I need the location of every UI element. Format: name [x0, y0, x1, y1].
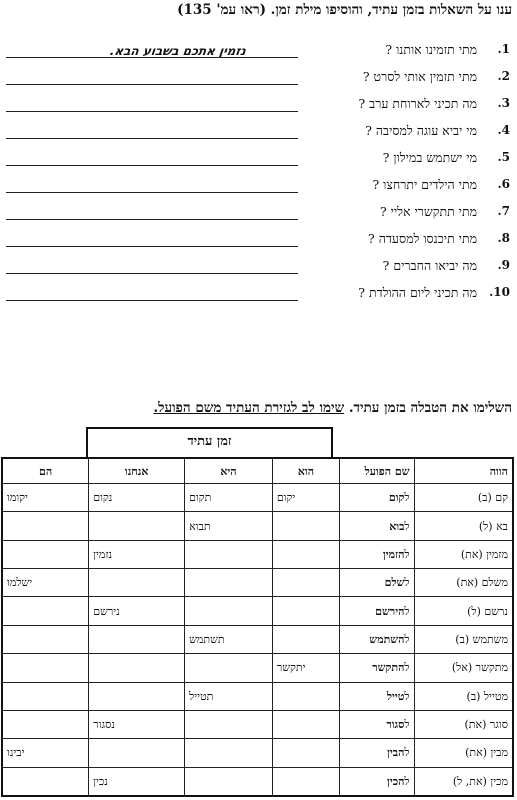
question-text: מה תכיני ליום ההולדת ?	[358, 285, 477, 300]
present-tense-cell: קם (ב)	[414, 484, 513, 512]
question-row	[0, 202, 517, 229]
table-row	[2, 540, 513, 568]
column-header: אנחנו	[89, 458, 185, 484]
table-row	[2, 484, 513, 512]
question-number: 7.	[497, 204, 510, 218]
question-number: 6.	[497, 177, 510, 191]
present-tense-cell: משתמש (ב)	[414, 625, 513, 653]
question-row	[0, 175, 517, 202]
future-form-cell[interactable]	[89, 569, 185, 597]
handwritten-answer: נזמין אתכם בשבוע הבא.	[109, 44, 247, 58]
question-number: 1.	[497, 42, 510, 56]
answer-line[interactable]	[6, 165, 298, 166]
conjugation-table	[1, 457, 514, 797]
table-row	[2, 739, 513, 767]
question-row	[0, 121, 517, 148]
table-row	[2, 654, 513, 682]
question-text: מה יביאו החברים ?	[382, 258, 477, 273]
question-text: מי יביא עוגה למסיבה ?	[365, 123, 477, 138]
answer-line[interactable]	[6, 273, 298, 274]
table-row	[2, 682, 513, 710]
future-form-cell[interactable]	[185, 739, 273, 767]
present-tense-cell: מזמין (את)	[414, 540, 513, 568]
future-form-cell[interactable]	[185, 597, 273, 625]
table-row	[2, 625, 513, 653]
future-tense-header: זמן עתיד	[86, 427, 333, 457]
present-tense-cell: סוגר (את)	[414, 710, 513, 738]
future-form-cell[interactable]	[272, 512, 339, 540]
infinitive-cell: לקום	[340, 484, 414, 512]
future-form-cell[interactable]	[272, 682, 339, 710]
future-form-cell[interactable]: נכין	[89, 767, 185, 796]
section2-title-main: השלימו את הטבלה בזמן עתיד.	[348, 400, 512, 416]
future-form-cell[interactable]	[2, 512, 89, 540]
question-row	[0, 67, 517, 94]
infinitive-cell: להתקשר	[340, 654, 414, 682]
future-form-cell[interactable]: נקום	[89, 484, 185, 512]
present-tense-cell: בא (ל)	[414, 512, 513, 540]
question-row	[0, 40, 517, 67]
table-row	[2, 597, 513, 625]
future-form-cell[interactable]	[185, 654, 273, 682]
column-header: שם הפועל	[340, 458, 414, 484]
answer-line[interactable]	[6, 57, 298, 58]
question-row	[0, 229, 517, 256]
future-form-cell[interactable]	[272, 540, 339, 568]
question-number: 5.	[497, 150, 510, 164]
future-form-cell[interactable]	[272, 597, 339, 625]
future-form-cell[interactable]	[272, 625, 339, 653]
column-header: הווה	[414, 458, 513, 484]
question-number: 9.	[497, 258, 510, 272]
future-form-cell[interactable]	[272, 710, 339, 738]
table-row	[2, 767, 513, 796]
question-text: מתי תזמין אותי לסרט ?	[362, 69, 477, 84]
answer-line[interactable]	[6, 219, 298, 220]
future-form-cell[interactable]: יקום	[272, 484, 339, 512]
question-text: מתי תיכנסו למסעדה ?	[368, 231, 477, 246]
question-row	[0, 256, 517, 283]
question-text: מתי תזמינו אותנו ?	[385, 42, 477, 57]
future-form-cell[interactable]	[2, 654, 89, 682]
answer-line[interactable]	[6, 192, 298, 193]
present-tense-cell: משלם (את)	[414, 569, 513, 597]
infinitive-cell: לבוא	[340, 512, 414, 540]
question-text: מי ישתמש במילון ?	[382, 150, 477, 165]
present-tense-cell: מטייל (ב)	[414, 682, 513, 710]
present-tense-cell: מתקשר (אל)	[414, 654, 513, 682]
answer-line[interactable]	[6, 246, 298, 247]
future-form-cell[interactable]	[2, 767, 89, 796]
table-row	[2, 569, 513, 597]
future-form-cell[interactable]: נסגור	[89, 710, 185, 738]
future-form-cell[interactable]: תטייל	[185, 682, 273, 710]
answer-line[interactable]	[6, 300, 298, 301]
infinitive-cell: להשתמש	[340, 625, 414, 653]
infinitive-cell: להבין	[340, 739, 414, 767]
future-form-cell[interactable]	[2, 625, 89, 653]
future-form-cell[interactable]	[272, 739, 339, 767]
future-form-cell[interactable]: נירשם	[89, 597, 185, 625]
infinitive-cell: לטייל	[340, 682, 414, 710]
question-text: מה תכיני לארוחת ערב ?	[358, 96, 477, 111]
question-row	[0, 148, 517, 175]
section2-title-underlined: שימו לב לגזירת העתיד משם הפועל.	[153, 400, 345, 416]
answer-line[interactable]	[6, 111, 298, 112]
infinitive-cell: להכין	[340, 767, 414, 796]
future-form-cell[interactable]: תבוא	[185, 512, 273, 540]
future-form-cell[interactable]	[89, 739, 185, 767]
column-header: הם	[2, 458, 89, 484]
question-text: מתי תתקשרי אליי ?	[379, 204, 477, 219]
question-number: 10.	[489, 285, 510, 299]
question-row	[0, 94, 517, 121]
present-tense-cell: מבין (את)	[414, 739, 513, 767]
table-header-row	[2, 458, 513, 484]
future-form-cell[interactable]	[89, 512, 185, 540]
future-form-cell[interactable]: יקומו	[2, 484, 89, 512]
present-tense-cell: נרשם (ל)	[414, 597, 513, 625]
question-row	[0, 283, 517, 310]
future-form-cell[interactable]	[185, 767, 273, 796]
column-header: היא	[185, 458, 273, 484]
future-form-cell[interactable]	[89, 654, 185, 682]
infinitive-cell: להזמין	[340, 540, 414, 568]
future-form-cell[interactable]: תקום	[185, 484, 273, 512]
question-text: מתי הילדים יתרחצו ?	[372, 177, 477, 192]
section2-title	[153, 400, 512, 416]
future-form-cell[interactable]: תשתמש	[185, 625, 273, 653]
table-row	[2, 710, 513, 738]
future-form-cell[interactable]	[185, 569, 273, 597]
future-form-cell[interactable]	[272, 569, 339, 597]
question-number: 3.	[497, 96, 510, 110]
future-form-cell[interactable]	[2, 597, 89, 625]
infinitive-cell: לשלם	[340, 569, 414, 597]
future-form-cell[interactable]	[2, 540, 89, 568]
answer-line[interactable]	[6, 84, 298, 85]
future-form-cell[interactable]	[89, 682, 185, 710]
future-form-cell[interactable]: נזמין	[89, 540, 185, 568]
present-tense-cell: מכין (את, ל)	[414, 767, 513, 796]
section1-title: ענו על השאלות בזמן עתיד, והוסיפו מילת זמן. (ראו עמ' 135)	[177, 2, 512, 18]
column-header: הוא	[272, 458, 339, 484]
future-form-cell[interactable]: ישלמו	[2, 569, 89, 597]
answer-line[interactable]	[6, 138, 298, 139]
future-form-cell[interactable]	[185, 710, 273, 738]
infinitive-cell: לסגור	[340, 710, 414, 738]
future-form-cell[interactable]: יבינו	[2, 739, 89, 767]
question-number: 8.	[497, 231, 510, 245]
future-form-cell[interactable]	[2, 682, 89, 710]
future-form-cell[interactable]	[272, 767, 339, 796]
future-form-cell[interactable]: יתקשר	[272, 654, 339, 682]
infinitive-cell: להירשם	[340, 597, 414, 625]
future-form-cell[interactable]	[185, 540, 273, 568]
question-number: 4.	[497, 123, 510, 137]
future-form-cell[interactable]	[89, 625, 185, 653]
table-body	[2, 484, 513, 797]
question-number: 2.	[497, 69, 510, 83]
table-row	[2, 512, 513, 540]
future-form-cell[interactable]	[2, 710, 89, 738]
